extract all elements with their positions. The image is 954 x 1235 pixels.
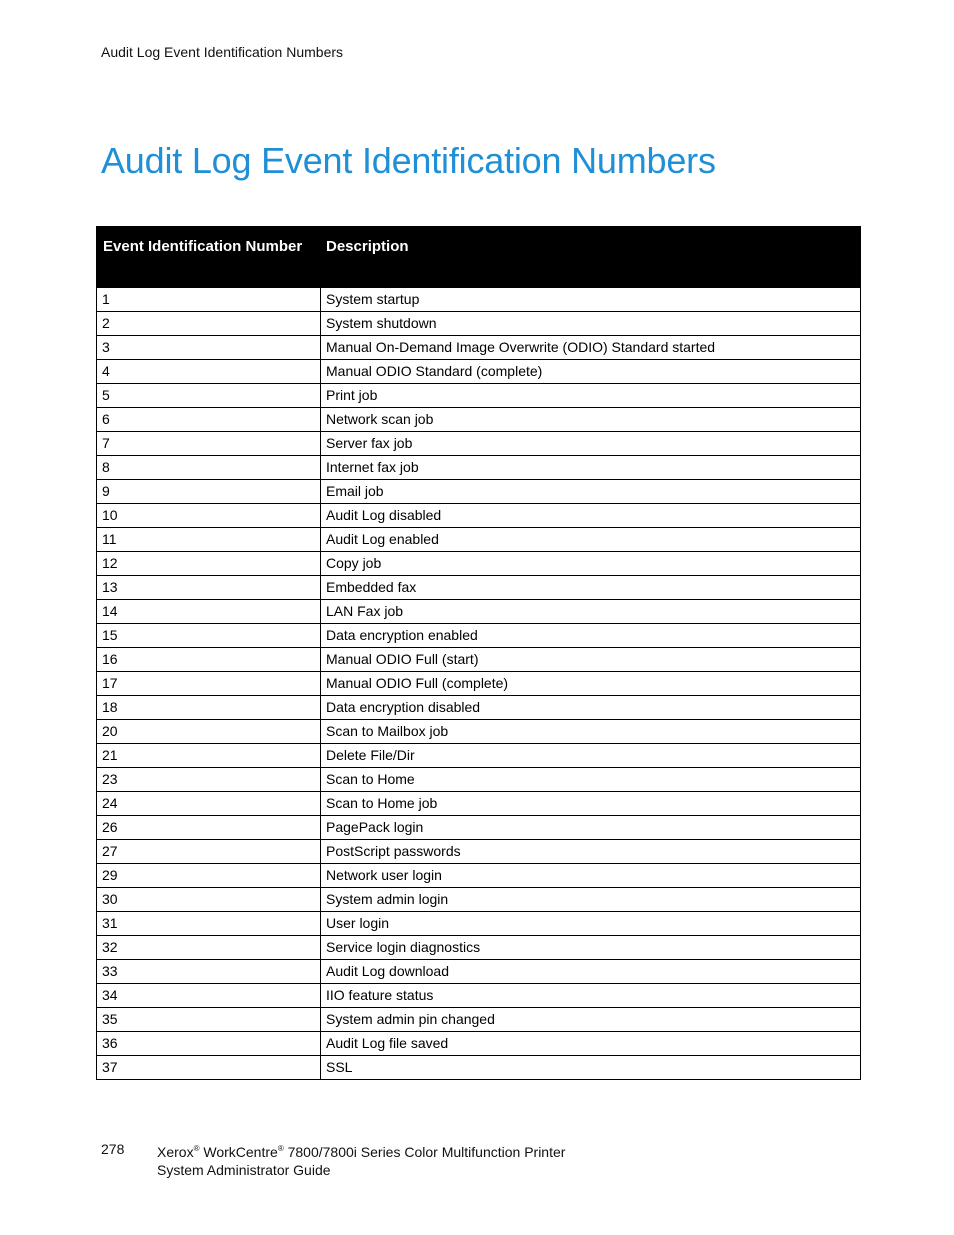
- event-id-cell: 2: [97, 312, 321, 336]
- event-description-cell: Internet fax job: [321, 456, 861, 480]
- registered-mark: ®: [193, 1144, 200, 1153]
- table-row: [97, 312, 861, 336]
- event-id-cell: 17: [97, 672, 321, 696]
- event-id-cell: 36: [97, 1032, 321, 1056]
- event-description-cell: Server fax job: [321, 432, 861, 456]
- event-description-cell: Data encryption enabled: [321, 624, 861, 648]
- table-row: [97, 408, 861, 432]
- table-row: [97, 1056, 861, 1080]
- table-row: [97, 816, 861, 840]
- table-row: [97, 600, 861, 624]
- table-header-row: [97, 227, 861, 288]
- table-body: [97, 288, 861, 1080]
- table-row: [97, 504, 861, 528]
- table-row: [97, 552, 861, 576]
- event-description-cell: Audit Log enabled: [321, 528, 861, 552]
- event-id-cell: 20: [97, 720, 321, 744]
- event-description-cell: Copy job: [321, 552, 861, 576]
- event-description-cell: Manual ODIO Full (complete): [321, 672, 861, 696]
- registered-mark: ®: [277, 1144, 284, 1153]
- guide-title: System Administrator Guide: [157, 1162, 331, 1178]
- event-id-cell: 15: [97, 624, 321, 648]
- brand-name: Xerox: [157, 1144, 194, 1160]
- event-description-cell: Scan to Mailbox job: [321, 720, 861, 744]
- event-id-table: [96, 226, 861, 1080]
- table-header: [97, 227, 861, 288]
- table-row: [97, 768, 861, 792]
- table-row: [97, 672, 861, 696]
- event-description-cell: Data encryption disabled: [321, 696, 861, 720]
- table-row: [97, 624, 861, 648]
- event-id-cell: 32: [97, 936, 321, 960]
- table-row: [97, 432, 861, 456]
- table-row: [97, 912, 861, 936]
- event-description-cell: System admin login: [321, 888, 861, 912]
- event-id-cell: 6: [97, 408, 321, 432]
- product-line: [157, 1140, 565, 1161]
- event-id-cell: 18: [97, 696, 321, 720]
- table-row: [97, 888, 861, 912]
- event-id-cell: 35: [97, 1008, 321, 1032]
- event-description-cell: Embedded fax: [321, 576, 861, 600]
- event-id-cell: 24: [97, 792, 321, 816]
- event-id-cell: 29: [97, 864, 321, 888]
- table-row: [97, 960, 861, 984]
- page-number: 278: [101, 1141, 125, 1157]
- event-description-cell: Service login diagnostics: [321, 936, 861, 960]
- event-id-cell: 13: [97, 576, 321, 600]
- event-description-cell: Network scan job: [321, 408, 861, 432]
- table-row: [97, 576, 861, 600]
- document-info: [157, 1140, 565, 1179]
- event-id-cell: 27: [97, 840, 321, 864]
- event-description-cell: Network user login: [321, 864, 861, 888]
- event-id-cell: 12: [97, 552, 321, 576]
- event-description-cell: Scan to Home: [321, 768, 861, 792]
- event-id-cell: 33: [97, 960, 321, 984]
- event-description-cell: LAN Fax job: [321, 600, 861, 624]
- event-id-cell: 23: [97, 768, 321, 792]
- running-header: Audit Log Event Identification Numbers: [101, 44, 344, 60]
- table-row: [97, 648, 861, 672]
- table-row: [97, 336, 861, 360]
- table-row: [97, 384, 861, 408]
- event-id-cell: 26: [97, 816, 321, 840]
- event-id-cell: 4: [97, 360, 321, 384]
- event-description-cell: Manual ODIO Standard (complete): [321, 360, 861, 384]
- event-id-cell: 11: [97, 528, 321, 552]
- page-title: Audit Log Event Identification Numbers: [101, 140, 716, 181]
- event-description-cell: Manual ODIO Full (start): [321, 648, 861, 672]
- event-description-cell: Email job: [321, 480, 861, 504]
- event-description-cell: Scan to Home job: [321, 792, 861, 816]
- event-description-cell: PostScript passwords: [321, 840, 861, 864]
- event-description-cell: System shutdown: [321, 312, 861, 336]
- event-id-cell: 3: [97, 336, 321, 360]
- product-series: 7800/7800i Series Color Multifunction Printer: [287, 1144, 566, 1160]
- table-row: [97, 744, 861, 768]
- event-id-cell: 16: [97, 648, 321, 672]
- event-description-cell: System admin pin changed: [321, 1008, 861, 1032]
- table-row: [97, 360, 861, 384]
- table-row: [97, 984, 861, 1008]
- event-id-cell: 5: [97, 384, 321, 408]
- table-row: [97, 864, 861, 888]
- event-id-cell: 1: [97, 288, 321, 312]
- column-header-description: Description: [321, 227, 861, 288]
- event-id-cell: 34: [97, 984, 321, 1008]
- event-description-cell: Manual On-Demand Image Overwrite (ODIO) Standard started: [321, 336, 861, 360]
- table-row: [97, 528, 861, 552]
- table-row: [97, 696, 861, 720]
- event-description-cell: IIO feature status: [321, 984, 861, 1008]
- table-row: [97, 792, 861, 816]
- table-row: [97, 1032, 861, 1056]
- event-description-cell: System startup: [321, 288, 861, 312]
- table-row: [97, 456, 861, 480]
- table-row: [97, 1008, 861, 1032]
- event-description-cell: Audit Log file saved: [321, 1032, 861, 1056]
- event-description-cell: Audit Log download: [321, 960, 861, 984]
- event-description-cell: Audit Log disabled: [321, 504, 861, 528]
- event-id-cell: 30: [97, 888, 321, 912]
- column-header-event-id: Event Identification Number: [97, 227, 321, 288]
- table-row: [97, 288, 861, 312]
- event-description-cell: PagePack login: [321, 816, 861, 840]
- event-description-cell: SSL: [321, 1056, 861, 1080]
- event-id-cell: 8: [97, 456, 321, 480]
- table-row: [97, 480, 861, 504]
- event-description-cell: Delete File/Dir: [321, 744, 861, 768]
- event-id-cell: 14: [97, 600, 321, 624]
- event-id-cell: 31: [97, 912, 321, 936]
- event-description-cell: User login: [321, 912, 861, 936]
- product-name: WorkCentre: [203, 1144, 278, 1160]
- table-row: [97, 720, 861, 744]
- event-description-cell: Print job: [321, 384, 861, 408]
- event-id-cell: 9: [97, 480, 321, 504]
- event-id-cell: 21: [97, 744, 321, 768]
- table-row: [97, 936, 861, 960]
- event-id-cell: 10: [97, 504, 321, 528]
- event-id-cell: 7: [97, 432, 321, 456]
- table-row: [97, 840, 861, 864]
- event-id-cell: 37: [97, 1056, 321, 1080]
